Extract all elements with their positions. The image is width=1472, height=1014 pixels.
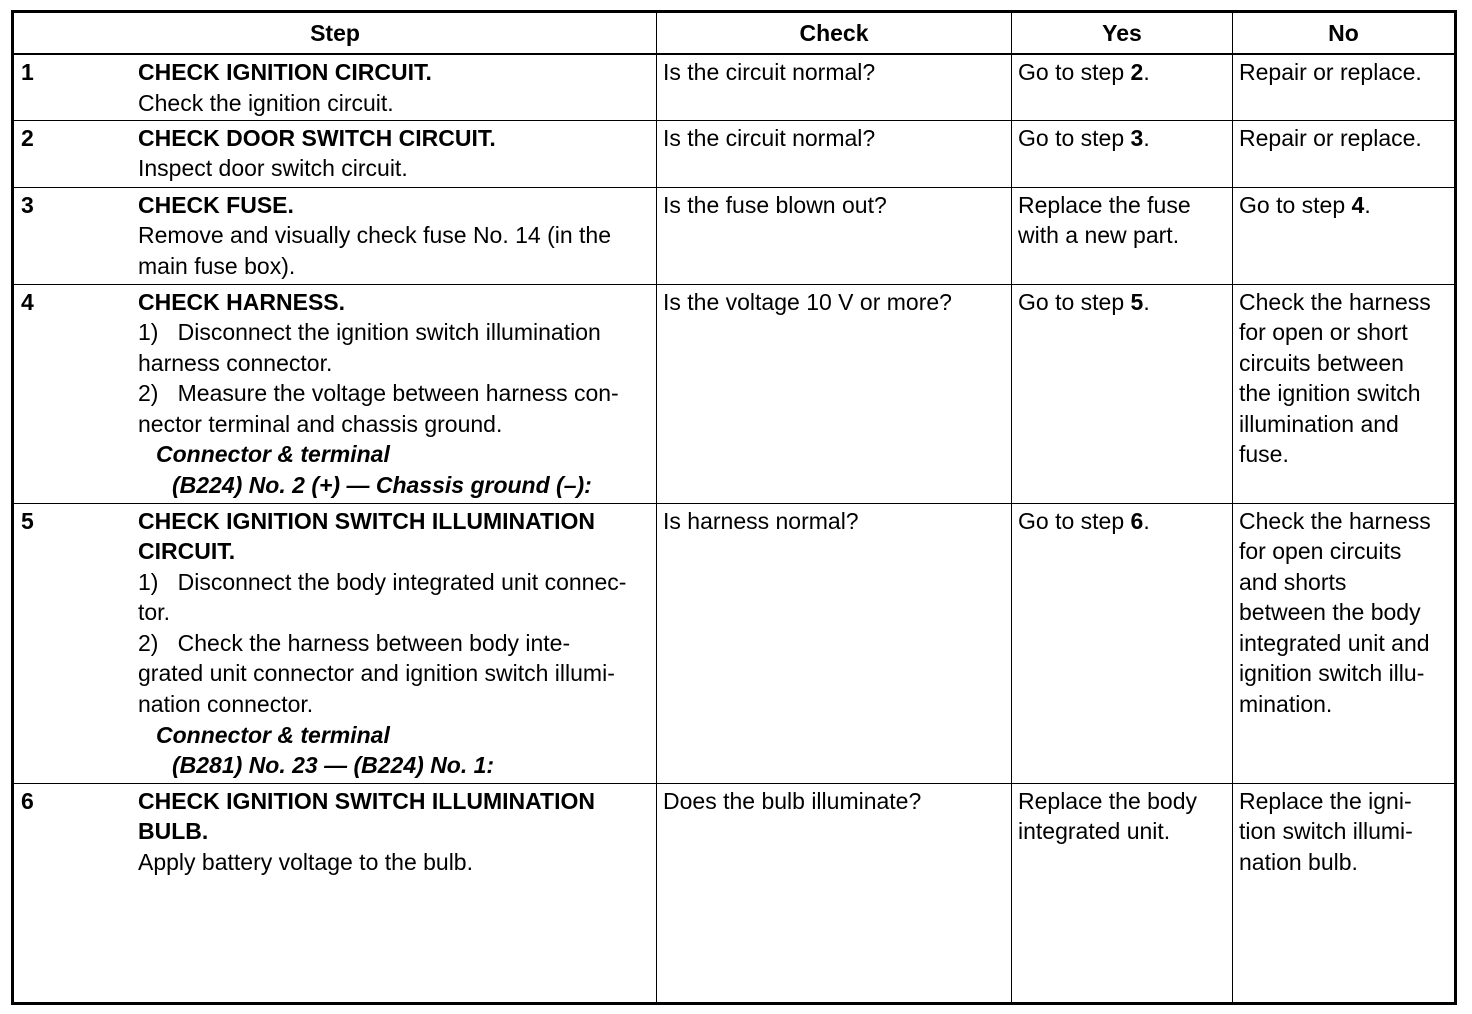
step-cell (13, 284, 657, 503)
check-cell (657, 783, 1012, 1003)
yes-text: Go to step (1018, 124, 1131, 151)
step-body (138, 786, 650, 878)
check-question: Is the circuit normal? (663, 59, 876, 85)
connector-terminal-value: (B281) No. 23 — (B224) No. 1: (172, 752, 495, 779)
step-instruction-line: main fuse box). (138, 252, 296, 279)
step-cell (13, 120, 657, 187)
header-no: No (1233, 12, 1456, 55)
step-title: CHECK HARNESS. (138, 288, 346, 315)
step-content (14, 504, 656, 781)
step-body (138, 190, 650, 282)
step-instruction-line: 1) Disconnect the body integrated unit connec- (138, 568, 627, 595)
header-yes: Yes (1012, 12, 1233, 55)
no-action (1233, 504, 1454, 720)
step-number: 1 (21, 59, 34, 85)
header-row (13, 12, 1456, 55)
step-content (14, 784, 656, 878)
no-step-number: 4 (1351, 191, 1365, 218)
no-text: Repair or replace. (1239, 124, 1422, 151)
step-title: CHECK IGNITION CIRCUIT. (138, 59, 432, 85)
check-question: Does the bulb illuminate? (663, 787, 922, 814)
step-instruction-line: Check the ignition circuit. (138, 89, 394, 116)
yes-text: Go to step (1018, 59, 1131, 85)
table-row (13, 120, 1456, 187)
yes-step-number: 5 (1130, 288, 1144, 315)
table-row (13, 187, 1456, 284)
step-number: 5 (21, 507, 34, 534)
step-cell (13, 503, 657, 783)
step-content (14, 188, 656, 282)
no-action (1233, 55, 1454, 88)
step-body (138, 506, 650, 781)
step-cell (13, 54, 657, 120)
step-number: 4 (21, 288, 34, 315)
no-text: Replace the igni- tion switch illumi- nation bulb. (1239, 787, 1413, 875)
yes-action (1012, 188, 1232, 251)
table-row (13, 783, 1456, 1003)
no-text: Go to step (1239, 191, 1352, 218)
check-cell (657, 120, 1012, 187)
step-number: 3 (21, 191, 34, 218)
connector-label: Connector & terminal (156, 441, 390, 468)
yes-end: . (1143, 288, 1150, 315)
no-action (1233, 784, 1454, 878)
header-check: Check (657, 12, 1012, 55)
yes-text: Go to step (1018, 288, 1131, 315)
step-title: CHECK FUSE. (138, 191, 294, 218)
check-cell (657, 284, 1012, 503)
yes-cell (1012, 284, 1233, 503)
check-question: Is the voltage 10 V or more? (663, 288, 952, 315)
step-body (138, 287, 650, 501)
step-instruction-line: 2) Measure the voltage between harness con- (138, 380, 619, 407)
yes-action (1012, 121, 1232, 154)
no-end: . (1364, 191, 1371, 218)
step-instruction-line: 2) Check the harness between body inte- (138, 629, 571, 656)
yes-action (1012, 504, 1232, 537)
yes-end: . (1143, 59, 1150, 85)
no-text: Repair or replace. (1239, 59, 1422, 85)
yes-cell (1012, 54, 1233, 120)
step-instruction-line: harness connector. (138, 349, 333, 376)
check-cell (657, 503, 1012, 783)
no-cell (1233, 187, 1456, 284)
yes-text: Go to step (1018, 507, 1131, 534)
header-step: Step (13, 12, 657, 55)
connector-label: Connector & terminal (156, 721, 390, 748)
yes-step-number: 3 (1130, 124, 1144, 151)
no-text: Check the harness for open circuits and shorts between the body integrated unit and ignition switch illu- mination. (1239, 507, 1431, 718)
step-instruction-line: grated unit connector and ignition switch illumi- (138, 660, 615, 687)
yes-action (1012, 784, 1232, 847)
step-instruction-line: nation connector. (138, 691, 314, 718)
step-title: CHECK IGNITION SWITCH ILLUMINATION BULB. (138, 787, 595, 845)
step-instruction-line: Remove and visually check fuse No. 14 (in the (138, 222, 612, 249)
no-cell (1233, 783, 1456, 1003)
step-instruction-line: 1) Disconnect the ignition switch illumination (138, 319, 601, 346)
step-content (14, 121, 656, 184)
check-question: Is the fuse blown out? (663, 191, 887, 218)
table-row (13, 284, 1456, 503)
step-number: 6 (21, 787, 34, 814)
yes-step-number: 2 (1130, 59, 1144, 85)
no-action (1233, 285, 1454, 471)
check-question: Is the circuit normal? (663, 124, 876, 151)
yes-end: . (1143, 507, 1150, 534)
table-body (13, 54, 1456, 1003)
yes-end: . (1143, 124, 1150, 151)
no-action (1233, 121, 1454, 154)
yes-text: Replace the fuse with a new part. (1018, 191, 1191, 249)
no-cell (1233, 284, 1456, 503)
no-cell (1233, 120, 1456, 187)
step-body (138, 123, 650, 184)
no-cell (1233, 54, 1456, 120)
step-content (14, 55, 656, 118)
step-instruction-line: tor. (138, 599, 170, 626)
step-title: CHECK DOOR SWITCH CIRCUIT. (138, 124, 496, 151)
yes-cell (1012, 187, 1233, 284)
step-body (138, 57, 650, 118)
check-cell (657, 187, 1012, 284)
table-row (13, 54, 1456, 120)
yes-action (1012, 285, 1232, 318)
yes-cell (1012, 503, 1233, 783)
yes-text: Replace the body integrated unit. (1018, 787, 1198, 845)
step-instruction-line: nector terminal and chassis ground. (138, 410, 503, 437)
step-number: 2 (21, 124, 34, 151)
no-text: Check the harness for open or short circuits between the ignition switch illumination and fuse. (1239, 288, 1431, 468)
step-content (14, 285, 656, 501)
table-row (13, 503, 1456, 783)
step-instruction-line: Apply battery voltage to the bulb. (138, 848, 473, 875)
diagnostic-table (11, 10, 1457, 1005)
yes-action (1012, 55, 1232, 88)
no-action (1233, 188, 1454, 221)
step-title: CHECK IGNITION SWITCH ILLUMINATION CIRCUIT. (138, 507, 595, 565)
yes-cell (1012, 783, 1233, 1003)
step-cell (13, 783, 657, 1003)
yes-step-number: 6 (1130, 507, 1144, 534)
step-cell (13, 187, 657, 284)
no-cell (1233, 503, 1456, 783)
check-question: Is harness normal? (663, 507, 859, 534)
step-instruction-line: Inspect door switch circuit. (138, 155, 408, 182)
yes-cell (1012, 120, 1233, 187)
check-cell (657, 54, 1012, 120)
connector-terminal-value: (B224) No. 2 (+) — Chassis ground (–): (172, 472, 592, 499)
